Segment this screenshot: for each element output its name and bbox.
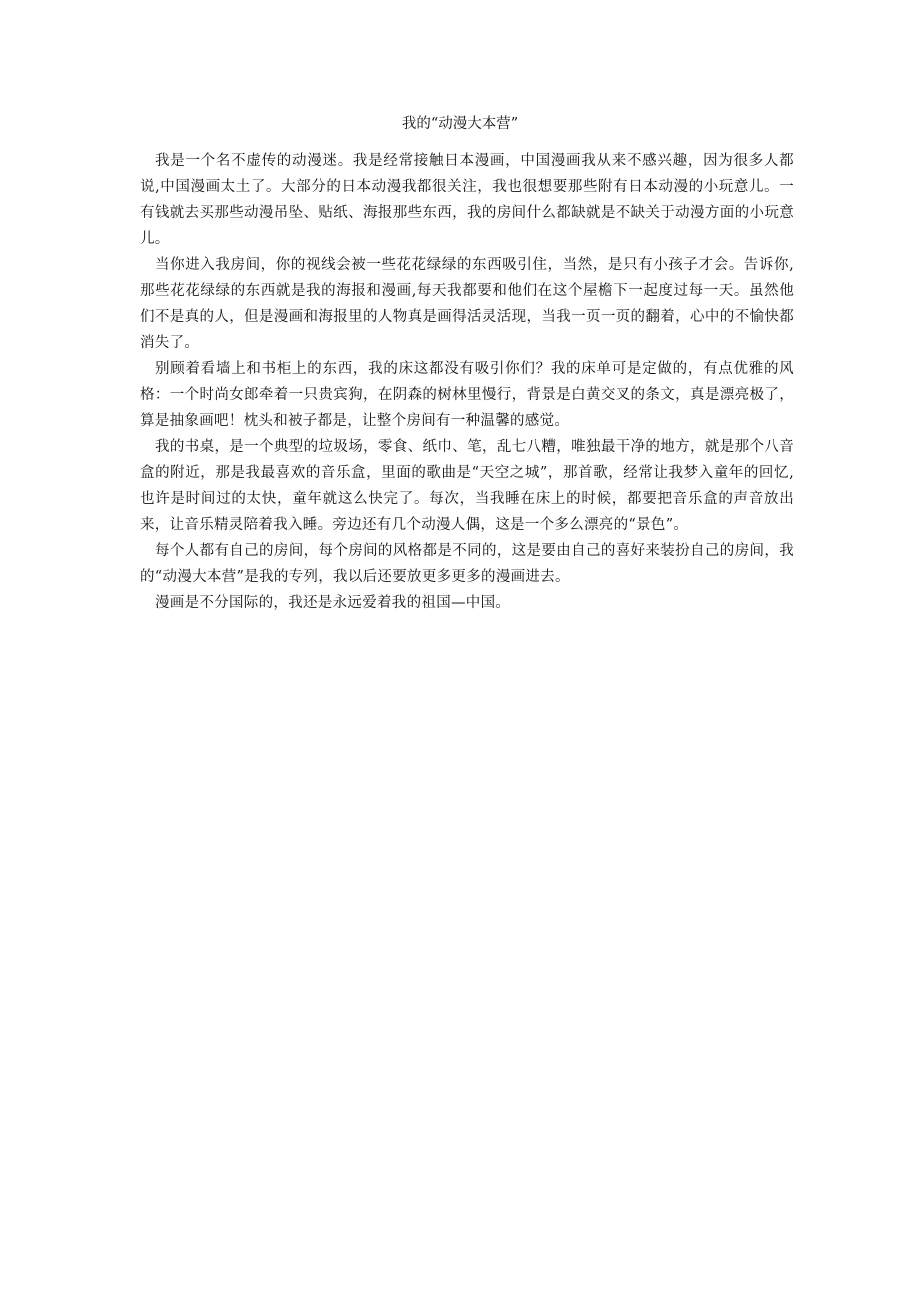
- page-title: 我的“动漫大本营”: [401, 116, 519, 132]
- paragraph: 我的书桌，是一个典型的垃圾场，零食、纸巾、笔，乱七八糟，唯独最干净的地方，就是那个八音盒的附近，那是我最喜欢的音乐盒，里面的歌曲是“天空之城”，那首歌，经常让我梦入童年的回忆,也许是时间过的太快，童年就这么快完了。每次，当我睡在床上的时候，都要把音乐盒的声音放出来，让音乐精灵陪着我入睡。旁边还有几个动漫人偶，这是一个多么漂亮的“景色”。: [140, 439, 794, 533]
- paragraph: 漫画是不分国际的，我还是永远爱着我的祖国—中国。: [155, 595, 511, 611]
- article-body: [140, 148, 794, 616]
- paragraph: 别顾着看墙上和书柜上的东西，我的床这都没有吸引你们？我的床单可是定做的，有点优雅的风格：一个时尚女郎牵着一只贵宾狗，在阴森的树林里慢行，背景是白黄交叉的条文，真是漂亮极了，算是抽象画吧！枕头和被子都是，让整个房间有一种温馨的感觉。: [140, 361, 794, 429]
- paragraph: 当你进入我房间，你的视线会被一些花花绿绿的东西吸引住，当然，是只有小孩子才会。告诉你,那些花花绿绿的东西就是我的海报和漫画,每天我都要和他们在这个屋檐下一起度过每一天。虽然他们不是真的人，但是漫画和海报里的人物真是画得活灵活现，当我一页一页的翻着，心中的不愉快都消失了。: [140, 257, 794, 351]
- paragraph: 我是一个名不虚传的动漫迷。我是经常接触日本漫画，中国漫画我从来不感兴趣，因为很多人都说,中国漫画太土了。大部分的日本动漫我都很关注，我也很想要那些附有日本动漫的小玩意儿。一有钱就去买那些动漫吊坠、贴纸、海报那些东西，我的房间什么都缺就是不缺关于动漫方面的小玩意儿。: [140, 153, 794, 247]
- paragraph: 每个人都有自己的房间，每个房间的风格都是不同的，这是要由自己的喜好来装扮自己的房间，我的“动漫大本营”是我的专列，我以后还要放更多更多的漫画进去。: [140, 543, 794, 585]
